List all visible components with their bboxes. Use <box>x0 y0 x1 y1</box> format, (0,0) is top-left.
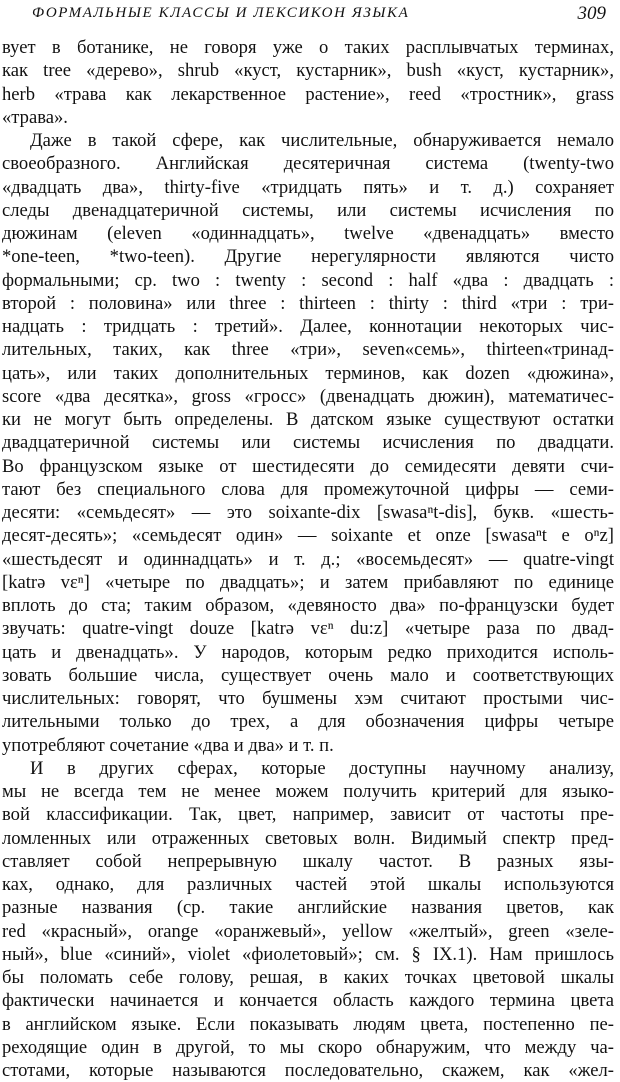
text-line: десяти: «семьдесят» — это soixante-dix [swasaⁿt-dis], букв. «шесть- <box>2 502 614 523</box>
text-line: десят-десять»; «семьдесят один» — soixante et onze [swasaⁿt e oⁿz] <box>2 525 614 547</box>
text-line: И в других сферах, которые доступны научному анализу, <box>30 757 614 779</box>
text-line: второй : половина» или three : thirteen : thirty : third «три : три- <box>2 292 614 314</box>
text-line: лительными только до трех, а для обозначения цифры четыре <box>2 711 614 733</box>
running-title: ФОРМАЛЬНЫЕ КЛАССЫ И ЛЕКСИКОН ЯЗЫКА <box>32 5 410 21</box>
text-line: двадцатеричной системы или системы исчисления по двадцати. <box>2 432 614 454</box>
text-line: надцать : тридцать : третий». Далее, коннотации некоторых чис- <box>2 316 614 337</box>
text-line: score «два десятка», gross «гросс» (двенадцать дюжин), математичес- <box>2 385 614 407</box>
text-line: числительных: говорят, что бушмены хэм считают простыми чис- <box>2 688 614 709</box>
text-line: звучать: quatre-vingt douze [katrə vɛⁿ du:z] «четыре раза по двад- <box>2 618 614 640</box>
text-line: ставляет собой непрерывную шкалу частот. В разных язы- <box>2 850 614 872</box>
text-line: Во французском языке от шестидесяти до семидесяти девяти счи- <box>2 455 614 477</box>
text-line: Даже в такой сфере, как числительные, обнаруживается немало <box>30 130 614 151</box>
text-line: зовать большие числа, существует очень мало и соответствующих <box>2 664 614 686</box>
text-line: дюжинам (eleven «одиннадцать», twelve «двенадцать» вместо <box>2 223 614 244</box>
text-line: стотами, которые называются последовательно, скажем, как «жел- <box>2 1060 614 1081</box>
text-line: лительных, таких, как three «три», seven«семь», thirteen«тринад- <box>2 339 614 361</box>
text-line: ломленных или отраженных световых волн. Видимый спектр пред- <box>2 827 614 849</box>
text-line: как tree «дерево», shrub «куст, кустарник», bush «куст, кустарник», <box>2 60 614 82</box>
text-line: *one-teen, *two-teen). Другие нерегулярности являются чисто <box>2 246 614 268</box>
text-line: [katrə vɛⁿ] «четыре по двадцать»; и затем прибавляют по единице <box>2 571 614 593</box>
text-line: ный», blue «синий», violet «фиолетовый»; см. § IX.1). Нам пришлось <box>2 943 614 965</box>
text-line: своеобразного. Английская десятеричная система (twenty-two <box>2 153 614 175</box>
text-line: цать», или таких дополнительных терминов, как dozen «дюжина», <box>2 362 614 384</box>
text-line: цать и двенадцать». У народов, которым редко приходится исполь- <box>2 641 614 663</box>
text-line: red «красный», orange «оранжевый», yellow «желтый», green «зеле- <box>2 920 614 942</box>
text-line: вплоть до ста; таким образом, «девяносто два» по-французски будет <box>2 595 614 616</box>
text-line: формальными; ср. two : twenty : second : half «два : двадцать : <box>2 269 614 291</box>
text-line: бы поломать себе голову, решая, в каких точках цветовой шкалы <box>2 967 614 988</box>
text-line: вой классификации. Так, цвет, например, зависит от частоты пре- <box>2 804 614 826</box>
text-line: следы двенадцатеричной системы, или системы исчисления по <box>2 199 614 221</box>
text-line: мы не всегда тем не менее можем получить критерий для языко- <box>2 781 614 802</box>
body-text <box>2 36 614 1082</box>
text-line: «трава». <box>2 106 68 128</box>
text-line: ки не могут быть определены. В датском языке существуют остатки <box>2 409 614 430</box>
text-line: употребляют сочетание «два и два» и т. п. <box>2 734 334 756</box>
text-line: herb «трава как лекарственное растение», reed «тростник», grass <box>2 83 614 105</box>
text-line: ках, однако, для различных частей этой шкалы используются <box>2 874 614 895</box>
page-number: 309 <box>577 3 606 24</box>
text-line: в английском языке. Если показывать людям цвета, постепенно пе- <box>2 1013 614 1035</box>
text-line: вует в ботанике, не говоря уже о таких расплывчатых терминах, <box>2 37 614 58</box>
running-head <box>0 3 612 25</box>
text-line: тают без специального слова для промежуточной цифры — семи- <box>2 478 614 500</box>
text-line: «двадцать два», thirty-five «тридцать пять» и т. д.) сохраняет <box>2 176 614 198</box>
text-line: фактически начинается и кончается область каждого термина цвета <box>2 990 614 1012</box>
text-line: реходящие один в другой, то мы скоро обнаружим, что между ча- <box>2 1036 614 1058</box>
text-line: разные названия (ср. такие английские названия цветов, как <box>2 897 614 919</box>
text-line: «шестьдесят и одиннадцать» и т. д.; «восемьдесят» — quatre-vingt <box>2 548 614 570</box>
